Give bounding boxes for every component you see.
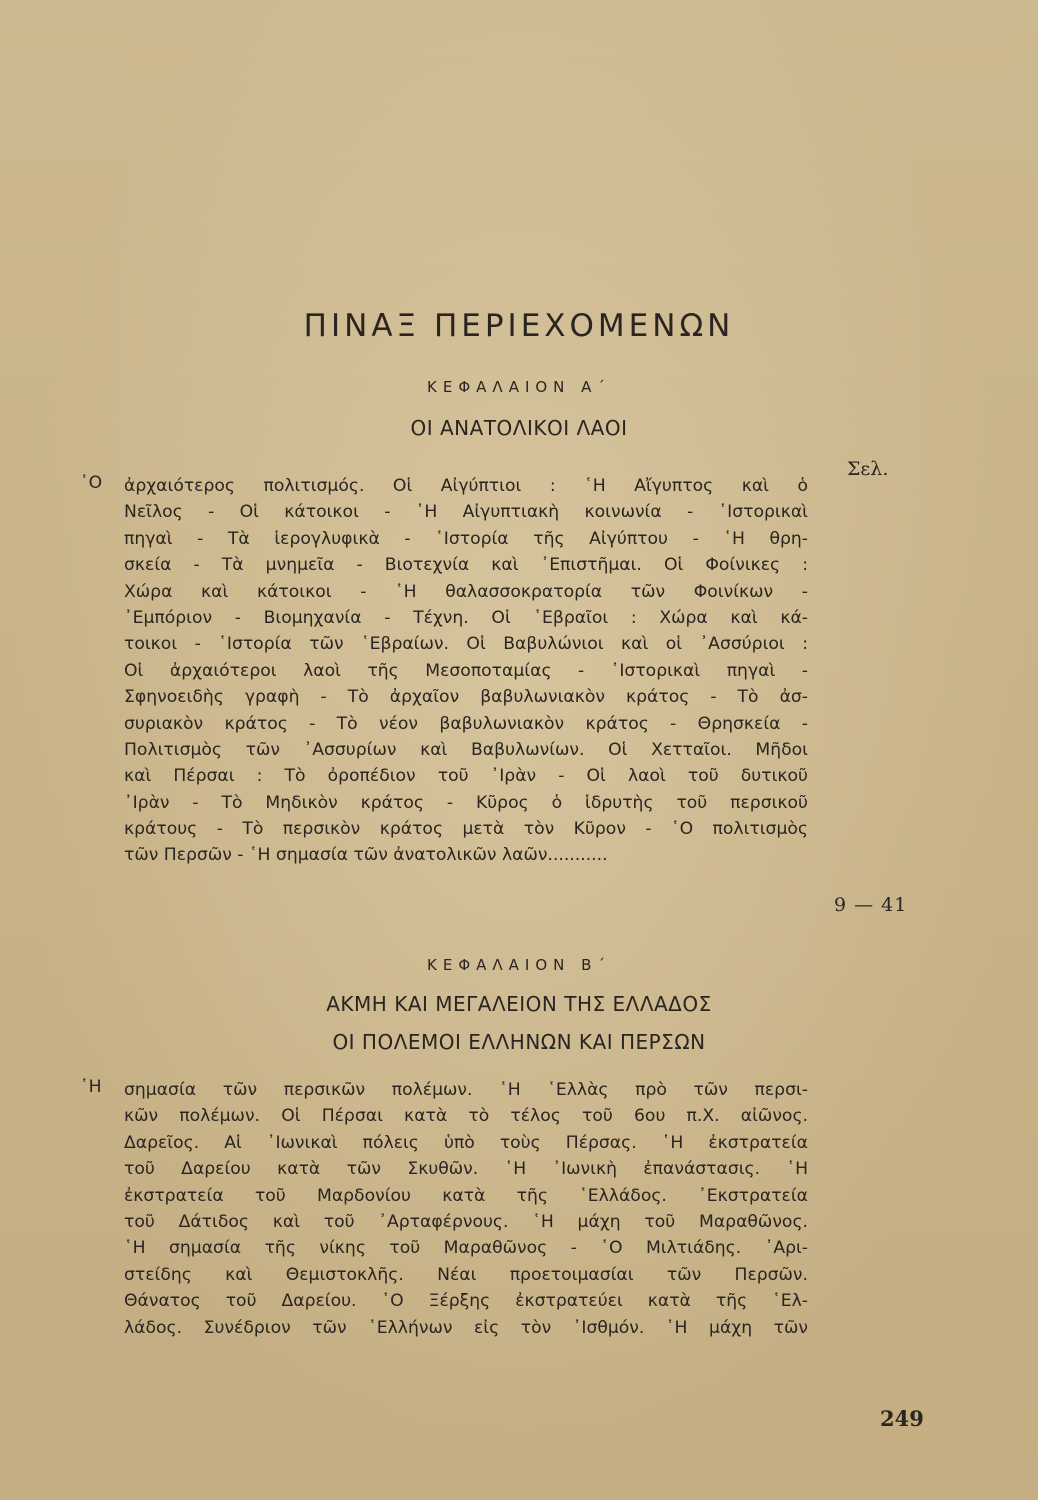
text-line: ᾽Εμπόριον - Βιομηχανία - Τέχνη. Οἱ ῾Εβραῖοι : Χώρα καὶ κά- — [124, 607, 808, 628]
page-column-label: Σελ. — [847, 458, 889, 480]
chapter-a-label: ΚΕΦΑΛΑΙΟΝ Α΄ — [427, 378, 611, 396]
text-line: ἀρχαιότερος πολιτισμός. Οἱ Αἰγύπτιοι : ῾Η Αἴγυπτος καὶ ὁ — [124, 476, 808, 496]
text-line: τοικοι - ῾Ιστορία τῶν ῾Εβραίων. Οἱ Βαβυλώνιοι καὶ οἱ ᾽Ασσύριοι : — [124, 634, 808, 655]
text-line: τῶν Περσῶν - ῾Η σημασία τῶν ἀνατολικῶν λαῶν........... — [124, 845, 608, 866]
text-line: σκεία - Τὰ μνημεῖα - Βιοτεχνία καὶ ᾽Επιστῆμαι. Οἱ Φοίνικες : — [124, 555, 808, 576]
text-line: Οἱ ἀρχαιότεροι λαοὶ τῆς Μεσοποταμίας - ῾Ιστορικαὶ πηγαὶ - — [124, 660, 808, 681]
page-title: ΠΙΝΑΞ ΠΕΡΙΕΧΟΜΕΝΩΝ — [303, 308, 735, 344]
text-line: κράτους - Τὸ περσικὸν κράτος μετὰ τὸν Κῦρον - ῾Ο πολιτισμὸς — [124, 819, 808, 840]
text-line: Νεῖλος - Οἱ κάτοικοι - ῾Η Αἰγυπτιακὴ κοινωνία - ῾Ιστορικαὶ — [124, 502, 808, 523]
chapter-a-contents — [124, 473, 808, 869]
chapter-b-contents — [124, 1077, 808, 1341]
chapter-a-page-range: 9 — 41 — [834, 894, 908, 916]
text-line: στείδης καὶ Θεμιστοκλῆς. Νέαι προετοιμασίαι τῶν Περσῶν. — [124, 1264, 808, 1285]
chapter-b-label: ΚΕΦΑΛΑΙΟΝ Β΄ — [427, 956, 611, 974]
text-line: ἐκστρατεία τοῦ Μαρδονίου κατὰ τῆς ῾Ελλάδος. ᾽Εκστρατεία — [124, 1185, 808, 1206]
chapter-a-title: ΟΙ ΑΝΑΤΟΛΙΚΟΙ ΛΑΟΙ — [410, 416, 628, 440]
text-line: Θάνατος τοῦ Δαρείου. ῾Ο Ξέρξης ἐκστρατεύει κατὰ τῆς ῾Ελ- — [124, 1291, 808, 1312]
chapter-a-initial: ῾Ο — [80, 473, 103, 493]
chapter-b-initial: ῾Η — [80, 1077, 102, 1097]
text-line: ῾Η σημασία τῆς νίκης τοῦ Μαραθῶνος - ῾Ο Μιλτιάδης. ᾽Αρι- — [124, 1238, 808, 1259]
text-line: Χώρα καὶ κάτοικοι - ῾Η θαλασσοκρατορία τῶν Φοινίκων - — [124, 581, 808, 602]
text-line: ᾽Ιρὰν - Τὸ Μηδικὸν κράτος - Κῦρος ὁ ἱδρυτὴς τοῦ περσικοῦ — [124, 792, 808, 813]
text-line: κῶν πολέμων. Οἱ Πέρσαι κατὰ τὸ τέλος τοῦ 6ου π.Χ. αἰῶνος. — [124, 1106, 808, 1127]
text-line: καὶ Πέρσαι : Τὸ ὀροπέδιον τοῦ ᾽Ιρὰν - Οἱ λαοὶ τοῦ δυτικοῦ — [124, 766, 808, 787]
text-line: τοῦ Δαρείου κατὰ τῶν Σκυθῶν. ῾Η ᾽Ιωνικὴ ἐπανάστασις. ῾Η — [124, 1159, 808, 1180]
text-line: τοῦ Δάτιδος καὶ τοῦ ᾽Αρταφέρνους. ῾Η μάχη τοῦ Μαραθῶνος. — [124, 1211, 808, 1232]
text-line: λάδος. Συνέδριον τῶν ῾Ελλήνων εἰς τὸν ᾽Ισθμόν. ῾Η μάχη τῶν — [124, 1317, 808, 1338]
text-line: συριακὸν κράτος - Τὸ νέον βαβυλωνιακὸν κράτος - Θρησκεία - — [124, 713, 808, 734]
text-line: Σφηνοειδὴς γραφὴ - Τὸ ἀρχαῖον βαβυλωνιακὸν κράτος - Τὸ ἀσ- — [124, 687, 808, 708]
text-line: Δαρεῖος. Αἱ ᾽Ιωνικαὶ πόλεις ὑπὸ τοὺς Πέρσας. ῾Η ἐκστρατεία — [124, 1132, 808, 1153]
text-line: σημασία τῶν περσικῶν πολέμων. ῾Η ῾Ελλὰς πρὸ τῶν περσι- — [124, 1080, 808, 1100]
chapter-b-title-line-2: ΟΙ ΠΟΛΕΜΟΙ ΕΛΛΗΝΩΝ ΚΑΙ ΠΕΡΣΩΝ — [332, 1030, 706, 1054]
text-line: Πολιτισμὸς τῶν ᾽Ασσυρίων καὶ Βαβυλωνίων. Οἱ Χετταῖοι. Μῆδοι — [124, 739, 808, 760]
page-number: 249 — [880, 1406, 924, 1431]
chapter-b-title-line-1: ΑΚΜΗ ΚΑΙ ΜΕΓΑΛΕΙΟΝ ΤΗΣ ΕΛΛΑΔΟΣ — [326, 992, 712, 1016]
text-line: πηγαὶ - Τὰ ἱερογλυφικὰ - ῾Ιστορία τῆς Αἰγύπτου - ῾Η θρη- — [124, 528, 808, 549]
